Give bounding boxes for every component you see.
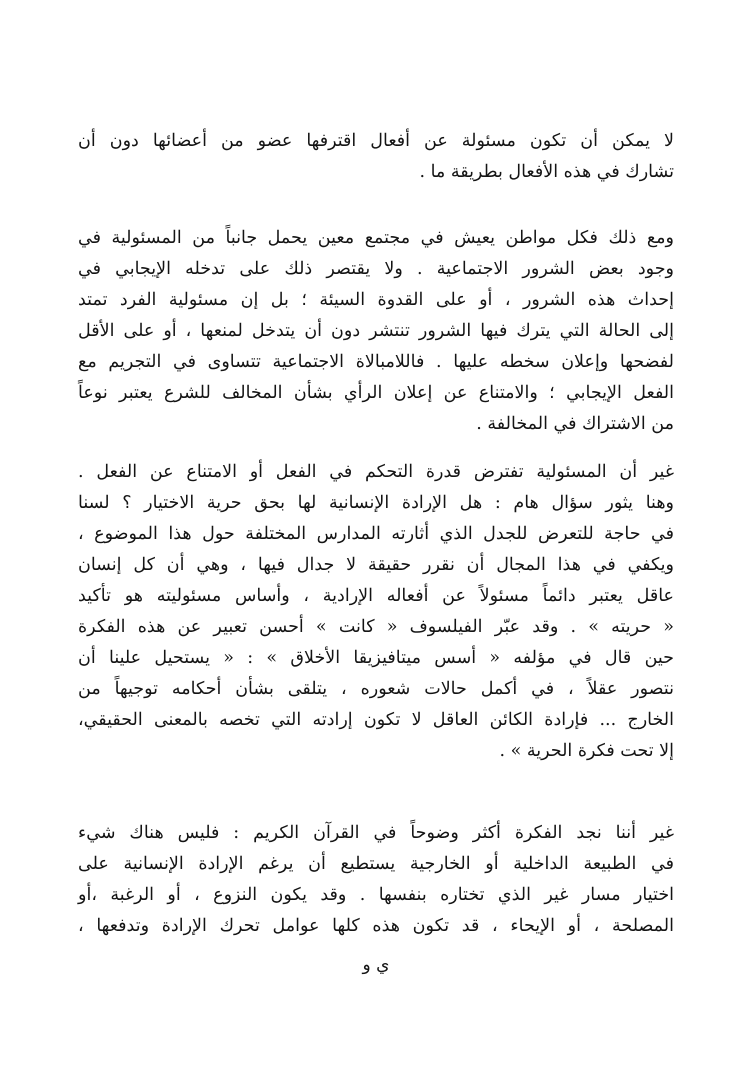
text-line: ويكفي في هذا المجال أن نقرر حقيقة لا جدال فيها ، وهي أن كل إنسان (78, 555, 674, 575)
text-line: الفعل الإيجابي ؛ والامتناع عن إعلان الرأي بشأن المخالف للشرع يعتبر نوعاً (78, 383, 674, 403)
paragraph-4 (78, 818, 674, 942)
text-line: اختيار مسار غير الذي تختاره بنفسها . وقد يكون النزوع ، أو الرغبة ،أو (78, 885, 674, 905)
text-line: « حريته » . وقد عبّر الفيلسوف « كانت » أحسن تعبير عن هذه الفكرة (78, 617, 674, 637)
text-line: غير أننا نجد الفكرة أكثر وضوحاً في القرآن الكريم : فليس هناك شيء (78, 823, 674, 843)
text-line: الخارج ... فإرادة الكائن العاقل لا تكون إرادته التي تخصه بالمعنى الحقيقي، (78, 710, 674, 730)
text-line: ومع ذلك فكل مواطن يعيش في مجتمع معين يحمل جانباً من المسئولية في (78, 228, 674, 248)
text-line: إحداث هذه الشرور ، أو على القدوة السيئة ؛ بل إن مسئولية الفرد تمتد (78, 290, 674, 310)
paragraph-1 (78, 126, 674, 188)
text-line: في الطبيعة الداخلية أو الخارجية يستطيع أن يرغم الإرادة الإنسانية على (78, 854, 674, 874)
text-line: عاقل يعتبر دائماً مسئولاً عن أفعاله الإرادية ، وأساس مسئوليته هو تأكيد (78, 586, 674, 606)
paragraph-2 (78, 223, 674, 440)
text-line: في حاجة للتعرض للجدل الذي أثارته المدارس المختلفة حول هذا الموضوع ، (78, 524, 674, 544)
text-line: غير أن المسئولية تفترض قدرة التحكم في الفعل أو الامتناع عن الفعل . (78, 462, 674, 482)
page-number: ي و (362, 955, 390, 975)
text-line: حين قال في مؤلفه « أسس ميتافيزيقا الأخلاق » : « يستحيل علينا أن (78, 648, 674, 668)
text-line: لا يمكن أن تكون مسئولة عن أفعال اقترفها عضو من أعضائها دون أن (78, 131, 674, 151)
text-line: إلا تحت فكرة الحرية » . (499, 741, 674, 761)
text-line: لفضحها وإعلان سخطه عليها . فاللامبالاة الاجتماعية تتساوى في التجريم مع (78, 352, 674, 372)
text-line: وهنا يثور سؤال هام : هل الإرادة الإنسانية لها بحق حرية الاختيار ؟ لسنا (78, 493, 674, 513)
paragraph-3 (78, 457, 674, 767)
text-line: من الاشتراك في المخالفة . (476, 414, 674, 434)
text-line: إلى الحالة التي يترك فيها الشرور تنتشر دون أن يتدخل لمنعها ، أو على الأقل (78, 321, 674, 341)
text-line: نتصور عقلاً ، في أكمل حالات شعوره ، يتلقى بشأن أحكامه توجيهاً من (78, 679, 674, 699)
text-line: وجود بعض الشرور الاجتماعية . ولا يقتصر ذلك على تدخله الإيجابي في (78, 259, 674, 279)
text-line: تشارك في هذه الأفعال بطريقة ما . (419, 162, 674, 182)
text-line: المصلحة ، أو الإيحاء ، قد تكون هذه كلها عوامل تحرك الإرادة وتدفعها ، (78, 916, 674, 936)
